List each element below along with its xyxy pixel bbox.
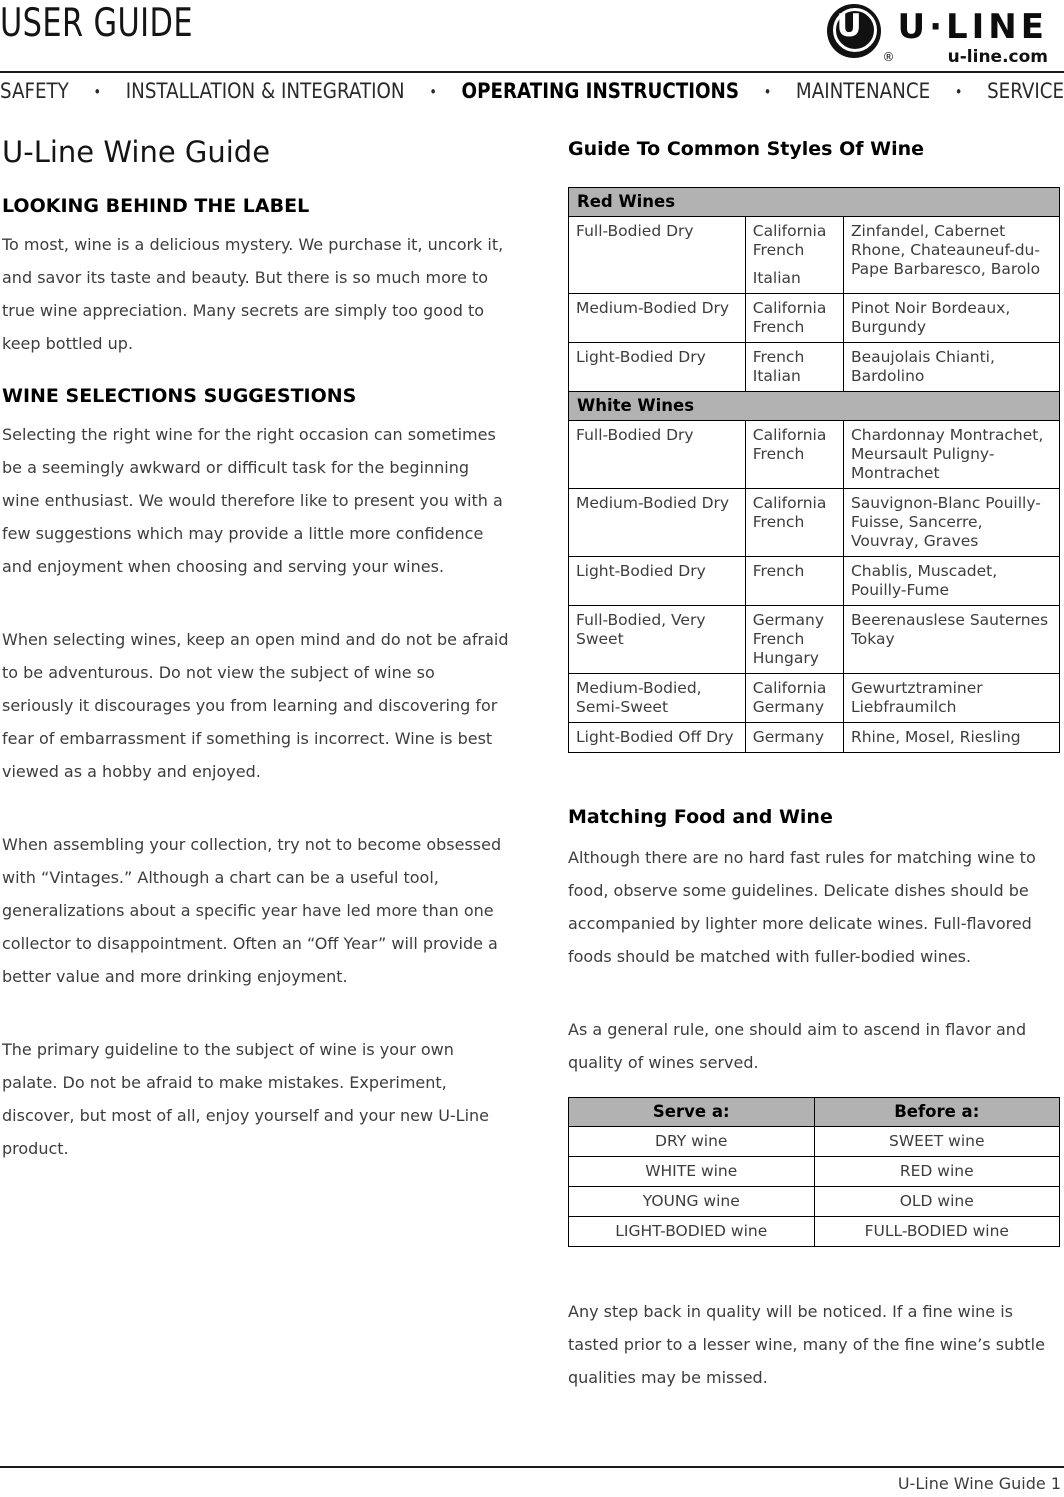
region-line: French bbox=[752, 348, 805, 366]
logo-text-block bbox=[897, 4, 1048, 67]
table-row bbox=[569, 1127, 1060, 1157]
group-header-white-wines: White Wines bbox=[569, 392, 1060, 421]
region-line: French bbox=[752, 562, 805, 580]
nav-bullet-icon: • bbox=[763, 82, 772, 101]
section-heading-looking-behind-the-label: LOOKING BEHIND THE LABEL bbox=[2, 195, 310, 217]
nav-item-operating-instructions: OPERATING INSTRUCTIONS bbox=[461, 79, 739, 104]
right-column bbox=[568, 137, 1060, 1394]
wine-examples-cell: Chardonnay Montrachet, Meursault Puligny-Montrachet bbox=[843, 421, 1059, 489]
table-row bbox=[569, 343, 1060, 392]
paragraph: Any step back in quality will be noticed. If a fine wine is tasted prior to a lesser wine, many of the fine wine’s subtle qualities may be missed. bbox=[568, 1302, 1045, 1387]
region-line: French bbox=[752, 630, 805, 648]
wine-body-cell: Full-Bodied, Very Sweet bbox=[569, 606, 746, 674]
wine-region-cell bbox=[745, 723, 843, 753]
wine-region-cell bbox=[745, 217, 843, 294]
serve-cell: LIGHT-BODIED wine bbox=[569, 1217, 815, 1247]
wine-region-cell bbox=[745, 557, 843, 606]
wine-examples-cell: Beaujolais Chianti, Bardolino bbox=[843, 343, 1059, 392]
wine-body-cell: Medium-Bodied Dry bbox=[569, 489, 746, 557]
wine-examples-cell: Beerenauslese Sauternes Tokay bbox=[843, 606, 1059, 674]
registered-trademark-symbol: ® bbox=[882, 50, 895, 64]
region-line: Germany bbox=[752, 698, 824, 716]
serve-order-table bbox=[568, 1097, 1060, 1247]
region-line: California bbox=[752, 299, 827, 317]
table-row bbox=[569, 421, 1060, 489]
left-column bbox=[2, 134, 509, 1165]
table-row bbox=[569, 294, 1060, 343]
wine-body-cell: Medium-Bodied Dry bbox=[569, 294, 746, 343]
before-a-header: Before a: bbox=[814, 1098, 1060, 1127]
section-navbar bbox=[0, 79, 1064, 104]
table-row bbox=[569, 557, 1060, 606]
wine-examples-cell: Pinot Noir Bordeaux, Burgundy bbox=[843, 294, 1059, 343]
before-cell: FULL-BODIED wine bbox=[814, 1217, 1060, 1247]
table-row bbox=[569, 723, 1060, 753]
nav-item-safety: SAFETY bbox=[0, 79, 69, 104]
paragraph: When assembling your collection, try not to become obsessed with “Vintages.” Although a chart can be a useful tool, generalizations about a specific year have led more than one collector to disappointment. Often an “Off Year” will provide a better value and more drinking enjoyment. bbox=[2, 835, 502, 986]
section-heading-guide-to-common-styles: Guide To Common Styles Of Wine bbox=[568, 138, 925, 160]
group-header-red-wines: Red Wines bbox=[569, 188, 1060, 217]
nav-item-maintenance: MAINTENANCE bbox=[795, 79, 931, 104]
nav-bullet-icon: • bbox=[429, 82, 437, 101]
wine-styles-table bbox=[568, 187, 1060, 753]
region-line: Italian bbox=[752, 367, 801, 385]
region-line: California bbox=[752, 679, 827, 697]
paragraph: Selecting the right wine for the right occasion can sometimes be a seemingly awkward or difficult task for the beginning wine enthusiast. We would therefore like to present you with a few suggestions which may provide a little more confidence and enjoyment when choosing and serving your wines. bbox=[2, 425, 503, 576]
region-line: California bbox=[752, 494, 827, 512]
paragraph: The primary guideline to the subject of wine is your own palate. Do not be afraid to make mistakes. Experiment, discover, but most of all, enjoy yourself and your new U-Line product. bbox=[2, 1040, 490, 1158]
before-cell: OLD wine bbox=[814, 1187, 1060, 1217]
nav-item-installation-integration: INSTALLATION & INTEGRATION bbox=[125, 79, 405, 104]
region-line: California bbox=[752, 222, 827, 240]
nav-bullet-icon: • bbox=[93, 82, 102, 101]
wine-examples-cell: Rhine, Mosel, Riesling bbox=[843, 723, 1059, 753]
brand-wordmark: U·LINE bbox=[897, 7, 1048, 47]
uline-logo bbox=[827, 4, 1048, 67]
serve-a-header: Serve a: bbox=[569, 1098, 815, 1127]
page-title: U-Line Wine Guide bbox=[2, 135, 271, 169]
region-line: Hungary bbox=[752, 649, 819, 667]
logo-monogram: U bbox=[836, 8, 862, 44]
region-line: Germany bbox=[752, 611, 824, 629]
table-row bbox=[569, 217, 1060, 294]
document-title: USER GUIDE bbox=[0, 1, 193, 46]
wine-examples-cell: Zinfandel, Cabernet Rhone, Chateauneuf-du-Pape Barbaresco, Barolo bbox=[843, 217, 1059, 294]
table-row bbox=[569, 1187, 1060, 1217]
uline-emblem-icon bbox=[827, 4, 895, 64]
region-line: French bbox=[752, 445, 805, 463]
table-row bbox=[569, 1157, 1060, 1187]
region-line: French bbox=[752, 318, 805, 336]
wine-body-cell: Full-Bodied Dry bbox=[569, 217, 746, 294]
region-line: California bbox=[752, 426, 827, 444]
wine-examples-cell: Chablis, Muscadet, Pouilly-Fume bbox=[843, 557, 1059, 606]
table-group-row bbox=[569, 392, 1060, 421]
section-heading-wine-selections-suggestions: WINE SELECTIONS SUGGESTIONS bbox=[2, 385, 357, 407]
paragraph: To most, wine is a delicious mystery. We purchase it, uncork it, and savor its taste and beauty. But there is so much more to true wine appreciation. Many secrets are simply too good to keep bottled up. bbox=[2, 235, 504, 353]
wine-region-cell bbox=[745, 294, 843, 343]
footer-divider bbox=[0, 1466, 1064, 1468]
nav-item-service: SERVICE bbox=[987, 79, 1064, 104]
brand-website: u-line.com bbox=[947, 47, 1048, 67]
header-divider bbox=[0, 71, 1064, 73]
serve-cell: WHITE wine bbox=[569, 1157, 815, 1187]
wine-body-cell: Light-Bodied Dry bbox=[569, 343, 746, 392]
region-line: Germany bbox=[752, 728, 824, 746]
table-row bbox=[569, 606, 1060, 674]
table-header-row bbox=[569, 1098, 1060, 1127]
wine-region-cell bbox=[745, 489, 843, 557]
wine-region-cell bbox=[745, 421, 843, 489]
wine-region-cell bbox=[745, 606, 843, 674]
paragraph: As a general rule, one should aim to ascend in flavor and quality of wines served. bbox=[568, 1020, 1027, 1072]
wine-region-cell bbox=[745, 343, 843, 392]
nav-bullet-icon: • bbox=[954, 82, 963, 101]
section-heading-matching-food-and-wine: Matching Food and Wine bbox=[568, 806, 833, 828]
serve-cell: YOUNG wine bbox=[569, 1187, 815, 1217]
wine-region-cell bbox=[745, 674, 843, 723]
table-row bbox=[569, 489, 1060, 557]
wine-body-cell: Medium-Bodied, Semi-Sweet bbox=[569, 674, 746, 723]
wine-body-cell: Full-Bodied Dry bbox=[569, 421, 746, 489]
serve-cell: DRY wine bbox=[569, 1127, 815, 1157]
wine-body-cell: Light-Bodied Off Dry bbox=[569, 723, 746, 753]
paragraph: When selecting wines, keep an open mind and do not be afraid to be adventurous. Do not view the subject of wine so seriously it discourages you from learning and discovering for fear of embarrassment if something is incorrect. Wine is best viewed as a hobby and enjoyed. bbox=[2, 630, 509, 781]
region-line: Italian bbox=[752, 269, 801, 287]
table-row bbox=[569, 1217, 1060, 1247]
wine-examples-cell: Sauvignon-Blanc Pouilly-Fuisse, Sancerre, Vouvray, Graves bbox=[843, 489, 1059, 557]
region-line: French bbox=[752, 513, 805, 531]
before-cell: RED wine bbox=[814, 1157, 1060, 1187]
before-cell: SWEET wine bbox=[814, 1127, 1060, 1157]
wine-examples-cell: Gewurtztraminer Liebfraumilch bbox=[843, 674, 1059, 723]
footer-page-label: U-Line Wine Guide 1 bbox=[897, 1474, 1061, 1493]
wine-body-cell: Light-Bodied Dry bbox=[569, 557, 746, 606]
paragraph: Although there are no hard fast rules for matching wine to food, observe some guidelines. Delicate dishes should be accompanied by lighter more delicate wines. Full-flavored foods should be matched with fuller-bodied wines. bbox=[568, 848, 1036, 966]
table-group-row bbox=[569, 188, 1060, 217]
region-line: French bbox=[752, 241, 805, 259]
table-row bbox=[569, 674, 1060, 723]
